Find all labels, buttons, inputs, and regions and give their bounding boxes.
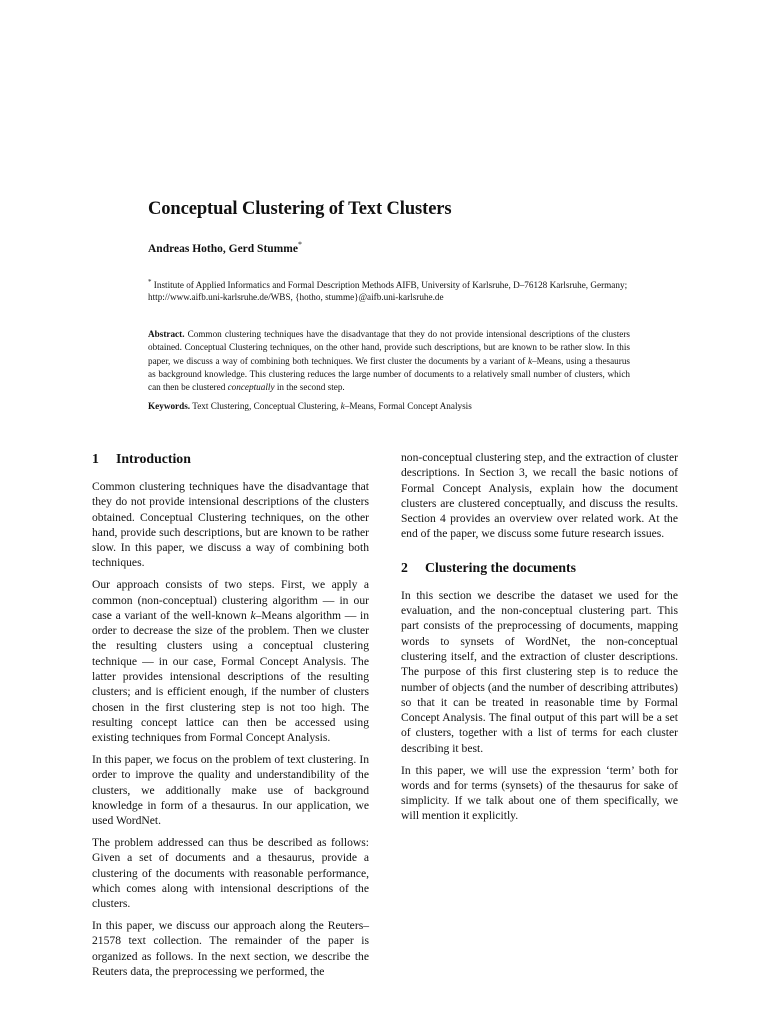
abstract-label: Abstract. [148,329,185,339]
section-title: Clustering the documents [425,559,576,575]
intro-paragraph-5: In this paper, we discuss our approach along the Reuters–21578 text collection. The remainder of the paper is organized as follows. In the next section, we describe the Reuters data, the preprocessing we performed, the [92,919,369,978]
section-heading-clustering [401,559,678,576]
affiliation-text: Institute of Applied Informatics and Formal Description Methods AIFB, University of Karlsruhe, D–76128 Karlsruhe, Germany; http://www.aifb.uni-karlsruhe.de/WBS, {hotho, stumme}@aifb.uni-karlsruhe.de [148,280,628,303]
section-title: Introduction [116,451,191,466]
keywords [148,401,630,411]
intro-paragraph-4: The problem addressed can thus be described as follows: Given a set of documents and a thesaurus, provide a clustering of the documents with reasonable performance, which comes along with intensional descriptions of the clusters. [92,836,369,911]
right-column [401,450,678,830]
paper-title: Conceptual Clustering of Text Clusters [148,199,452,219]
intro-paragraph-3: In this paper, we focus on the problem of text clustering. In order to improve the quality and understandibility of the clusters, we additionally make use of background knowledge in form of a thesaurus. In our application, we used WordNet. [92,753,369,828]
affiliation [148,276,630,304]
intro-paragraph-1: Common clustering techniques have the disadvantage that they do not provide intensional descriptions of the clusters obtained. Conceptual Clustering techniques, on the other hand, provide such descriptions, but are known to be rather slow. In this paper, we discuss a way of combining both techniques. [92,480,369,570]
keywords-label: Keywords. [148,401,191,411]
intro-paragraph-5-continued: non-conceptual clustering step, and the extraction of cluster descriptions. In Section 3, we recall the basic notions of Formal Concept Analysis, explain how the document clusters are clustered conceptually, and discuss the results. Section 4 provides an overview over related work. At the end of the paper, we discuss some future research issues. [401,451,678,541]
author-mark: * [297,240,302,249]
abstract-text: Common clustering techniques have the disadvantage that they do not provide intensional descriptions of the clusters obtained. Conceptual Clustering techniques, on the other hand, provide such descriptions, but are known to be rather slow. In this paper, we discuss a way of combining both techniques. We first cluster the documents by a variant of k–Means, using a thesaurus as background knowledge. This clustering reduces the large number of documents to a relatively small number of clusters, which can then be clustered conceptually in the second step. [148,329,631,393]
clustering-paragraph-2: In this paper, we will use the expression ‘term’ both for words and for terms (synsets) of the thesaurus for sake of simplicity. If we talk about one of them specifically, we will mention it explicitly. [401,763,678,823]
paper-authors [148,240,302,255]
keywords-text: Text Clustering, Conceptual Clustering, k–Means, Formal Concept Analysis [192,401,472,411]
section-heading-introduction [92,450,369,467]
author-names: Andreas Hotho, Gerd Stumme [148,242,298,255]
section-number: 2 [401,559,408,575]
section-number: 1 [92,451,99,466]
intro-paragraph-2: Our approach consists of two steps. First, we apply a common (non-conceptual) clustering algorithm — in our case a variant of the well-known k–Means algorithm — in order to decrease the size of the problem. Then we cluster the resulting clusters using a conceptual clustering technique — in our case, Formal Concept Analysis. The latter provides intensional descriptions of the resulting clusters; and is efficient enough, if the number of clusters chosen in the first clustering step is not too high. The resulting concept lattice can then be accessed using existing techniques from Formal Concept Analysis. [92,578,369,745]
affiliation-mark: * [148,278,152,286]
left-column [92,450,369,986]
abstract [148,328,630,394]
clustering-paragraph-1: In this section we describe the dataset we used for the evaluation, and the non-conceptual clustering part. This part consists of the preprocessing of documents, mapping words to synsets of WordNet, the non-conceptual clustering itself, and the extraction of cluster descriptions. The purpose of this first clustering step is to reduce the number of objects (and the number of describing attributes) so that it can be treated in reasonable time by Formal Concept Analysis. The final output of this part will be a set of clusters, together with a list of terms for each cluster describing it best. [401,588,678,755]
